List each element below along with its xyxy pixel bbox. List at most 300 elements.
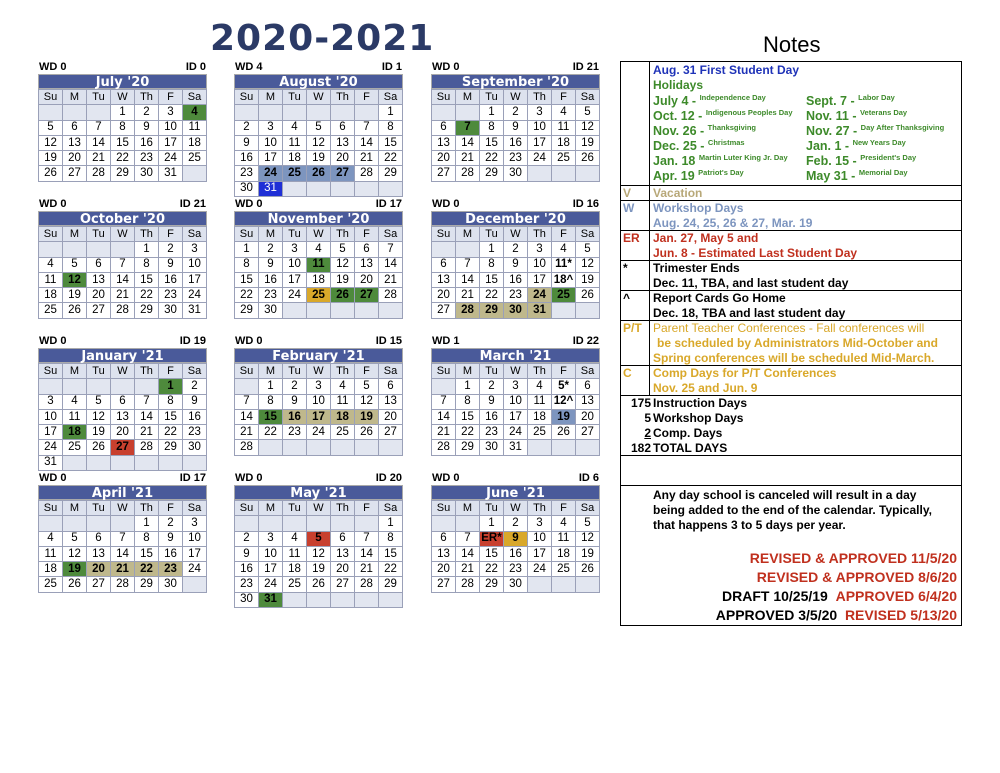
day-cell: 18 (39, 562, 63, 577)
total-row (621, 411, 961, 426)
day-cell: 25 (39, 303, 63, 318)
day-cell: 26 (576, 562, 600, 577)
empty-cell (379, 181, 403, 196)
weekday-header-row (235, 90, 403, 105)
day-cell: 12^ (552, 394, 576, 409)
empty-cell (135, 379, 159, 394)
day-cell: 16 (504, 135, 528, 150)
day-cell: 20 (111, 425, 135, 440)
empty-cell (432, 516, 456, 531)
day-cell: 18 (39, 288, 63, 303)
weekday-label: Su (432, 364, 456, 379)
week-row (39, 516, 207, 531)
day-cell: 14 (456, 135, 480, 150)
day-cell: 24 (259, 577, 283, 592)
weekday-label: Su (235, 90, 259, 105)
total-label: Instruction Days (653, 396, 748, 410)
day-cell: 7 (355, 120, 379, 135)
day-cell: 25 (307, 288, 331, 303)
week-row (39, 166, 207, 181)
empty-cell (259, 516, 283, 531)
er-text: Jan. 27, May 5 and (653, 231, 759, 245)
weekday-label: M (63, 90, 87, 105)
weekday-label: M (259, 227, 283, 242)
day-cell: 15 (235, 272, 259, 287)
day-cell: 20 (379, 409, 403, 424)
day-cell: 21 (456, 151, 480, 166)
month-header: April '21 (38, 485, 207, 500)
divider (649, 62, 650, 185)
day-cell: 20 (432, 562, 456, 577)
holiday-name: Thanksgiving (707, 123, 756, 132)
day-cell: 1 (159, 379, 183, 394)
weekday-label: Th (135, 364, 159, 379)
weekday-header-row (432, 501, 600, 516)
day-cell: 6 (87, 257, 111, 272)
weekday-label: Th (135, 90, 159, 105)
month-calendar (234, 335, 403, 456)
empty-cell (235, 516, 259, 531)
day-cell: 6 (432, 531, 456, 546)
day-cell: 22 (480, 288, 504, 303)
month-counts (234, 198, 403, 211)
day-cell: 18 (283, 151, 307, 166)
weekday-label: F (355, 227, 379, 242)
day-cell: 16 (504, 546, 528, 561)
empty-cell (576, 166, 600, 181)
instruction-day-count: ID 22 (572, 335, 599, 347)
empty-cell (63, 516, 87, 531)
day-cell: 7 (355, 531, 379, 546)
month-calendar (431, 198, 600, 319)
week-row (39, 455, 207, 470)
weekday-label: Tu (480, 364, 504, 379)
week-row (235, 394, 403, 409)
day-cell: 1 (111, 105, 135, 120)
day-cell: 18 (63, 425, 87, 440)
instruction-day-count: ID 15 (375, 335, 402, 347)
day-cell: 1 (480, 242, 504, 257)
month-calendar (234, 198, 403, 319)
month-calendar (234, 472, 403, 608)
report-cards-section (621, 291, 961, 321)
weekday-label: F (355, 501, 379, 516)
empty-cell (111, 516, 135, 531)
day-cell: 16 (159, 546, 183, 561)
day-cell: 16 (283, 409, 307, 424)
day-cell: 5 (63, 531, 87, 546)
day-cell: 28 (456, 577, 480, 592)
day-cell: 1 (480, 105, 504, 120)
cancel-note (653, 488, 932, 533)
holiday-name: Christmas (707, 138, 745, 147)
week-row (39, 562, 207, 577)
empty-cell (355, 181, 379, 196)
week-row (432, 425, 600, 440)
weekday-label: Su (432, 227, 456, 242)
day-cell: 2 (135, 105, 159, 120)
approved-original-label: APPROVED 3/5/20 (715, 607, 838, 623)
day-cell: 25 (63, 440, 87, 455)
day-cell: 17 (283, 272, 307, 287)
day-cell: 27 (331, 166, 355, 181)
holiday-row (653, 138, 959, 153)
empty-cell (235, 105, 259, 120)
empty-cell (235, 379, 259, 394)
day-cell: 20 (432, 288, 456, 303)
day-cell: 25 (331, 425, 355, 440)
day-cell: 5 (307, 531, 331, 546)
month-counts (38, 335, 207, 348)
pt-code: P/T (623, 321, 642, 335)
day-cell: 12 (307, 135, 331, 150)
total-count: 2 (644, 426, 651, 440)
total-row (621, 441, 961, 456)
day-cell: 19 (355, 409, 379, 424)
day-cell: 10 (504, 394, 528, 409)
day-cell: 7 (379, 242, 403, 257)
day-cell: 27 (331, 577, 355, 592)
cancel-line-1: Any day school is canceled will result in a day (653, 488, 917, 502)
day-cell: 25 (552, 151, 576, 166)
day-cell: 17 (39, 425, 63, 440)
conferences-section (621, 321, 961, 366)
holiday-entry (653, 93, 766, 108)
weekday-label: Su (39, 501, 63, 516)
week-row (235, 409, 403, 424)
day-cell: 3 (183, 516, 207, 531)
day-cell: 28 (135, 440, 159, 455)
day-cell: 18^ (552, 272, 576, 287)
approved-label: APPROVED 6/4/20 (835, 588, 957, 604)
day-cell: 13 (379, 394, 403, 409)
empty-cell (307, 592, 331, 607)
day-cell: 14 (135, 409, 159, 424)
empty-cell (576, 440, 600, 455)
holiday-entry (806, 93, 895, 108)
weekday-label: Tu (480, 501, 504, 516)
empty-cell (331, 592, 355, 607)
day-cell: 20 (355, 272, 379, 287)
empty-cell (432, 105, 456, 120)
weekday-label: Th (528, 227, 552, 242)
day-cell: 1 (135, 242, 159, 257)
month-calendar (431, 335, 600, 456)
weekday-label: Th (135, 227, 159, 242)
workday-count: WD 0 (235, 198, 263, 210)
day-cell: 19 (576, 135, 600, 150)
day-cell: 14 (355, 546, 379, 561)
revised-label: REVISED 5/13/20 (844, 607, 957, 623)
day-cell: 20 (331, 151, 355, 166)
day-cell: 27 (111, 440, 135, 455)
weekday-label: Th (528, 364, 552, 379)
empty-cell (379, 440, 403, 455)
workday-count: WD 0 (432, 472, 460, 484)
weekday-label: Sa (379, 364, 403, 379)
day-cell: 13 (111, 409, 135, 424)
holiday-row (653, 123, 959, 138)
week-row (39, 120, 207, 135)
weekday-header-row (432, 364, 600, 379)
day-cell: 24 (183, 288, 207, 303)
weekday-label: F (552, 501, 576, 516)
weekday-label: Sa (183, 90, 207, 105)
day-cell: 24 (39, 440, 63, 455)
month-calendar (431, 61, 600, 182)
week-row (432, 105, 600, 120)
day-cell: 30 (159, 577, 183, 592)
workday-count: WD 0 (39, 472, 67, 484)
week-row (432, 562, 600, 577)
day-cell: 21 (456, 288, 480, 303)
day-cell: 30 (504, 166, 528, 181)
empty-cell (39, 105, 63, 120)
day-cell: 9 (504, 257, 528, 272)
weekday-label: Tu (87, 364, 111, 379)
day-cell: 28 (235, 440, 259, 455)
day-cell: 24 (183, 562, 207, 577)
weekday-label: F (159, 227, 183, 242)
day-cell: 25 (283, 577, 307, 592)
week-row (235, 440, 403, 455)
weekday-label: Sa (183, 501, 207, 516)
day-cell: 23 (259, 288, 283, 303)
empty-cell (331, 440, 355, 455)
day-cell: 2 (480, 379, 504, 394)
week-row (39, 105, 207, 120)
day-cell: 4 (552, 516, 576, 531)
month-counts (234, 335, 403, 348)
trimester-dates: Dec. 11, TBA, and last student day (653, 276, 849, 290)
day-cell: 12 (307, 546, 331, 561)
cancel-line-3: that happens 3 to 5 days per year. (653, 518, 846, 532)
holiday-date: Oct. 12 - (653, 109, 703, 124)
week-row (235, 546, 403, 561)
workday-count: WD 0 (432, 61, 460, 73)
weekday-label: F (552, 90, 576, 105)
day-cell: 3 (183, 242, 207, 257)
empty-cell (87, 105, 111, 120)
week-row (432, 577, 600, 592)
day-cell: 13 (432, 546, 456, 561)
day-cell: 25 (528, 425, 552, 440)
day-cell: 4 (39, 531, 63, 546)
week-row (432, 135, 600, 150)
month-grid (38, 89, 207, 182)
day-cell: 9 (235, 546, 259, 561)
day-cell: 29 (480, 303, 504, 318)
day-cell: 22 (379, 151, 403, 166)
empty-cell (576, 577, 600, 592)
empty-cell (307, 105, 331, 120)
weekday-label: Sa (183, 364, 207, 379)
day-cell: 1 (480, 516, 504, 531)
month-grid (234, 89, 403, 197)
day-cell: 27 (379, 425, 403, 440)
day-cell: 5 (307, 120, 331, 135)
day-cell: 25 (552, 562, 576, 577)
total-label: Comp. Days (653, 426, 723, 440)
weekday-header-row (235, 501, 403, 516)
first-student-day: Aug. 31 First Student Day (653, 63, 800, 77)
day-cell: 6 (331, 531, 355, 546)
day-cell: 14 (456, 546, 480, 561)
empty-cell (456, 105, 480, 120)
day-cell: 29 (111, 166, 135, 181)
day-cell: 9 (259, 257, 283, 272)
workday-count: WD 0 (235, 472, 263, 484)
weekday-label: Su (39, 90, 63, 105)
divider (649, 231, 650, 260)
workshop-code: W (623, 201, 635, 215)
day-cell: 11 (39, 546, 63, 561)
day-cell: 5 (576, 105, 600, 120)
holiday-entry (653, 123, 756, 138)
day-cell: 2 (235, 120, 259, 135)
day-cell: 22 (456, 425, 480, 440)
day-cell: 14 (87, 135, 111, 150)
week-row (432, 288, 600, 303)
day-cell: 16 (504, 272, 528, 287)
day-cell: 28 (355, 166, 379, 181)
week-row (39, 577, 207, 592)
day-cell: 10 (528, 120, 552, 135)
day-cell: 28 (87, 166, 111, 181)
weekday-header-row (235, 227, 403, 242)
day-cell: 3 (283, 242, 307, 257)
day-cell: 1 (135, 516, 159, 531)
empty-cell (307, 303, 331, 318)
day-cell: 21 (111, 562, 135, 577)
day-cell: 5 (576, 242, 600, 257)
weekday-label: Th (331, 227, 355, 242)
day-cell: 15 (379, 135, 403, 150)
week-row (235, 242, 403, 257)
weekday-label: W (307, 227, 331, 242)
day-cell: 19 (63, 288, 87, 303)
day-cell: 12 (355, 394, 379, 409)
weekday-label: Tu (480, 227, 504, 242)
day-cell: 31 (504, 440, 528, 455)
month-grid (431, 500, 600, 593)
day-cell: 18 (552, 135, 576, 150)
empty-cell (87, 516, 111, 531)
weekday-label: Tu (283, 501, 307, 516)
instruction-day-count: ID 1 (381, 61, 402, 73)
month-grid (38, 500, 207, 593)
holidays-title: Holidays (653, 78, 704, 92)
day-cell: 26 (307, 166, 331, 181)
day-cell: 12 (39, 135, 63, 150)
day-cell: 19 (87, 425, 111, 440)
day-cell: 18 (331, 409, 355, 424)
total-count: 182 (630, 441, 651, 455)
day-cell: 15 (135, 272, 159, 287)
day-cell: 21 (111, 288, 135, 303)
day-cell: 13 (63, 135, 87, 150)
revision-4 (716, 606, 957, 625)
day-cell: 15 (159, 409, 183, 424)
month-grid (38, 363, 207, 471)
weekday-label: M (456, 501, 480, 516)
day-cell: 10 (528, 257, 552, 272)
day-cell: 8 (235, 257, 259, 272)
report-cards-text: Report Cards Go Home (653, 291, 786, 305)
holidays-section (621, 62, 961, 186)
day-cell: 11 (39, 272, 63, 287)
day-cell: 13 (331, 546, 355, 561)
day-cell: 27 (432, 303, 456, 318)
week-row (39, 303, 207, 318)
day-cell: 27 (432, 577, 456, 592)
day-cell: 17 (528, 546, 552, 561)
workshop-text: Workshop Days (653, 201, 744, 215)
day-cell: 24 (528, 288, 552, 303)
weekday-label: Su (235, 227, 259, 242)
weekday-label: Tu (87, 227, 111, 242)
month-counts (234, 61, 403, 74)
weekday-label: M (456, 227, 480, 242)
day-cell: 4 (528, 379, 552, 394)
day-cell: 23 (504, 562, 528, 577)
day-cell: 5 (331, 242, 355, 257)
empty-cell (63, 379, 87, 394)
day-cell: 9 (159, 531, 183, 546)
week-row (39, 425, 207, 440)
day-cell: 15 (111, 135, 135, 150)
month-grid (38, 226, 207, 319)
day-cell: 8 (111, 120, 135, 135)
day-cell: 16 (235, 562, 259, 577)
day-cell: 30 (183, 440, 207, 455)
empty-cell (355, 105, 379, 120)
day-cell: 2 (235, 531, 259, 546)
day-cell: 28 (456, 166, 480, 181)
weekday-label: W (111, 364, 135, 379)
weekday-label: F (552, 227, 576, 242)
day-cell: 7 (135, 394, 159, 409)
weekday-label: W (307, 90, 331, 105)
day-cell: 22 (159, 425, 183, 440)
day-cell: 6 (432, 257, 456, 272)
empty-cell (87, 455, 111, 470)
empty-cell (283, 440, 307, 455)
week-row (235, 531, 403, 546)
day-cell: 23 (159, 562, 183, 577)
empty-cell (135, 455, 159, 470)
day-cell: 12 (576, 257, 600, 272)
day-cell: 17 (159, 135, 183, 150)
day-cell: 10 (259, 546, 283, 561)
weekday-label: Su (235, 501, 259, 516)
total-row (621, 396, 961, 411)
day-cell: 25 (283, 166, 307, 181)
holiday-entry (653, 153, 788, 168)
day-cell: 10 (183, 257, 207, 272)
day-cell: 29 (480, 577, 504, 592)
day-cell: 24 (259, 166, 283, 181)
day-cell: 23 (159, 288, 183, 303)
total-count: 5 (644, 411, 651, 425)
day-cell: 31 (159, 166, 183, 181)
trimester-text: Trimester Ends (653, 261, 740, 275)
day-cell: 28 (111, 303, 135, 318)
weekday-label: Sa (576, 90, 600, 105)
day-cell: 20 (87, 562, 111, 577)
month-counts (431, 472, 600, 485)
day-cell: 30 (135, 166, 159, 181)
